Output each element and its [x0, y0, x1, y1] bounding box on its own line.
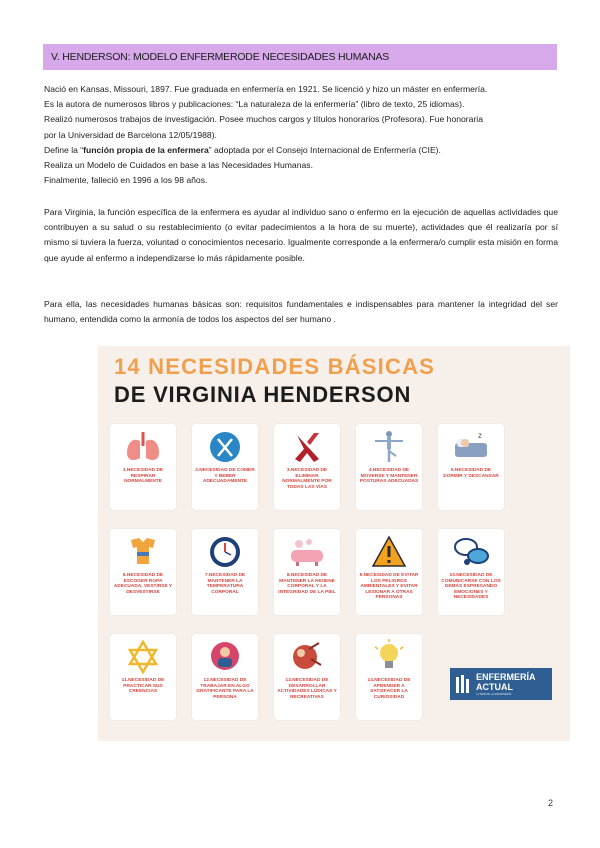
infographic-subtitle: DE VIRGINIA HENDERSON [114, 382, 412, 407]
definition-line: Define la “función propia de la enfermera” adoptada por el Consejo Internacional de Enfermería (CIE). [44, 144, 441, 155]
death-line: Finalmente, falleció en 1996 a los 98 años. [44, 175, 208, 186]
section-title: V. HENDERSON: MODELO ENFERMERODE NECESIDADES HUMANAS [43, 44, 557, 70]
need-card [356, 634, 422, 720]
need-label: 6.NECESIDAD DE ESCOGER ROPA ADECUADA, VESTIRSE Y DESVESTIRSE [113, 573, 173, 595]
need-label: 14.NECESIDAD DE APRENDER A SATISFACER LA CURIOSIDAD [367, 678, 411, 700]
enfermeria-actual-logo [450, 668, 552, 700]
need-label: 1.NECESIDAD DE RESPIRAR NORMALMENTE [122, 468, 164, 485]
function-paragraph: Para Virginia, la función específica de la enfermera es ayudar al individuo sano o enfermo en la ejecución de aquellas actividades que contribuyen a su salud o su restablecimiento (o evitar padecimientos a la hora de su muerte), actividades que él realizaría por sí mismo si tuviera la fuerza, voluntad o conocimientos necesario. Igualmente corresponde a la enfermera/o cumplir esta misión en forma que ayude al enfermo a independizarse lo más rápidamente posible. [44, 207, 558, 263]
yoga-icon [369, 429, 409, 465]
chat-icon [451, 534, 491, 570]
model-line: Realiza un Modelo de Cuidados en base a las Necesidades Humanas. [44, 160, 313, 171]
page-number: 2 [548, 798, 554, 808]
logo-line1: ENFERMERÍA [476, 672, 536, 682]
thermometer-clock-icon [205, 534, 245, 570]
need-label: 3.NECESIDAD DE ELIMINAR NORMALMENTE POR TODAS LAS VÍAS [282, 468, 332, 490]
need-card [356, 424, 422, 510]
infographic [98, 346, 570, 741]
warning-icon [369, 534, 409, 570]
need-label: 12.NECESIDAD DE TRABAJAR EN ALGO GRATIFICANTE PARA LA PERSONA [196, 678, 254, 700]
need-card [110, 424, 176, 510]
clothes-icon [123, 534, 163, 570]
need-label: 4.NECESIDAD DE MOVERSE Y MANTENER POSTURAS ADECUADAS [359, 468, 419, 485]
need-card [438, 424, 504, 510]
definition-bold: función propia de la enfermera [83, 144, 209, 155]
lightbulb-icon [369, 639, 409, 675]
lungs-icon [123, 429, 163, 465]
sleep-icon [451, 429, 491, 465]
need-label: 8.NECESIDAD DE MANTENER LA HIGIENE CORPORAL Y LA INTEGRIDAD DE LA PIEL [278, 573, 336, 595]
logo-tagline: LA WEB DE LA ENFERMERÍA [476, 693, 512, 696]
need-card [274, 529, 340, 615]
need-card [110, 634, 176, 720]
need-label: 11.NECESIDAD DE PRACTICAR SUS CREENCIAS [121, 678, 165, 695]
logo-mark-icon [456, 675, 470, 693]
need-label: 7.NECESIDAD DE MANTENER LA TEMPERATURA CORPORAL [204, 573, 246, 595]
svg-text:z: z [478, 431, 482, 440]
bio-line: por la Universidad de Barcelona 12/05/1988). [44, 129, 217, 140]
needs-paragraph: Para ella, las necesidades humanas básicas son: requisitos fundamentales e indispensables para mantener la integridad del ser humano, entendida como la armonía de todos los aspectos del ser humano . [44, 299, 558, 325]
need-label: 5.NECESIDAD DE DORMIR Y DESCANSAR [443, 468, 499, 479]
need-card [192, 529, 258, 615]
worker-icon [205, 639, 245, 675]
infographic-title: 14 NECESIDADES BÁSICAS [114, 354, 436, 379]
play-icon [287, 639, 327, 675]
logo-line2: ACTUAL [476, 682, 513, 692]
need-label: 2.NECESIDAD DE COMER Y BEBER ADECUADAMENTE [195, 468, 255, 485]
bathtub-icon [287, 534, 327, 570]
need-card [356, 529, 422, 615]
need-card [192, 634, 258, 720]
need-label: 9.NECESIDAD DE EVITAR LOS PELIGROS AMBIENTALES Y EVITAR LESIONAR A OTRAS PERSONAS [359, 573, 419, 601]
star-of-david-icon [123, 639, 163, 675]
bio-line: Nació en Kansas, Missouri, 1897. Fue graduada en enfermería en 1921. Se licenció y hizo un máster en enfermería. [44, 84, 488, 94]
ribbon-icon [287, 429, 327, 465]
need-card [438, 529, 504, 615]
need-card [274, 634, 340, 720]
bio-block [44, 82, 558, 188]
need-label: 10.NECESIDAD DE COMUNICARSE CON LOS DEMÁS EXPRESANDO EMOCIONES Y NECESIDADES [441, 573, 501, 601]
bio-line: Realizó numerosos trabajos de investigación. Posee muchos cargos y títulos honorarios (Profesora). Fue honoraria [44, 114, 483, 125]
need-card [192, 424, 258, 510]
need-card [110, 529, 176, 615]
need-label: 13.NECESIDAD DE DESARROLLAR ACTIVIDADES LÚDICAS Y RECREATIVAS [277, 678, 337, 700]
fork-knife-icon [205, 429, 245, 465]
bio-line: Es la autora de numerosos libros y publicaciones: “La naturaleza de la enfermería” (libro de texto, 25 idiomas). [44, 99, 465, 110]
need-card [274, 424, 340, 510]
